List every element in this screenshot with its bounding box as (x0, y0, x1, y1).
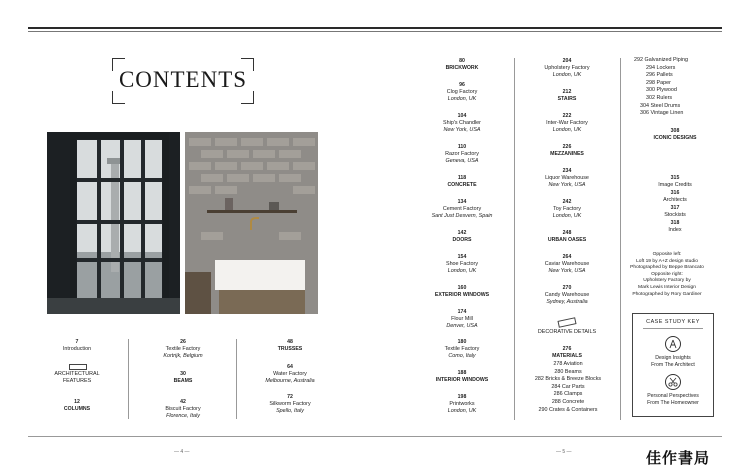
photo-credits: Opposite left: Loft 19 by A+Z design studio Photographed by Beppe Brancato Opposite right: Upholstery Factory by Mark Lewis Interior Design Photographed by Rory Gardiner (630, 252, 704, 297)
toc-entry-interior-windows[interactable]: 188 INTERIOR WINDOWS (435, 370, 489, 383)
toc-entry-introduction[interactable]: 7 Introduction (62, 339, 92, 352)
toc-entry-urban-oases[interactable]: 248 URBAN OASES (547, 230, 587, 243)
toc-entry-caviar-warehouse[interactable]: 264 Caviar Warehouse New York, USA (544, 254, 590, 274)
top-rule-thin (28, 31, 722, 32)
toc-entry-architects[interactable]: 316 Architects (663, 190, 687, 203)
list-item[interactable]: 296 Pallets (646, 72, 673, 79)
toc-entry-exterior-windows[interactable]: 160 EXTERIOR WINDOWS (434, 285, 490, 298)
list-item[interactable]: 294 Lockers (646, 64, 676, 71)
toc-entry-image-credits[interactable]: 315 Image Credits (658, 175, 692, 188)
toc-entry-candy-warehouse[interactable]: 270 Candy Warehouse Sydney, Australia (544, 285, 590, 305)
list-item[interactable]: 292 Galvanized Piping (634, 57, 688, 63)
toc-entry-silkworm-factory[interactable]: 72 Silkworm Factory Spello, Italy (269, 394, 311, 414)
toc-entry-materials[interactable]: 276 MATERIALS (552, 346, 582, 359)
section-decorative-details[interactable]: DECORATIVE DETAILS (537, 329, 597, 335)
scissors-icon (665, 374, 681, 390)
page-title: CONTENTS (118, 67, 248, 92)
column-divider (620, 58, 621, 420)
toc-entry-liquor-warehouse[interactable]: 234 Liquor Warehouse New York, USA (545, 168, 589, 188)
toc-entry-inter-war-factory[interactable]: 222 Inter-War Factory London, UK (546, 113, 588, 133)
ruler-icon (69, 364, 87, 370)
page-number-left: — 4 — (174, 449, 190, 455)
bottom-rule (28, 436, 722, 437)
page-number-right: — 5 — (556, 449, 572, 455)
column-divider (128, 339, 129, 419)
list-item[interactable]: 284 Car Parts (551, 383, 585, 390)
toc-entry-textile-factory-como[interactable]: 180 Textile Factory Como, Italy (444, 339, 480, 359)
list-item[interactable]: 300 Plywood (646, 87, 677, 94)
case-study-key-title: CASE STUDY KEY (646, 319, 700, 325)
photo-industrial-window (47, 132, 180, 314)
list-item[interactable]: 278 Aviation (553, 361, 583, 367)
contents-title-box (112, 58, 254, 104)
top-rule (28, 27, 722, 29)
toc-entry-columns[interactable]: 12 COLUMNS (63, 399, 91, 412)
toc-entry-upholstery-factory[interactable]: 204 Upholstery Factory London, UK (544, 58, 590, 78)
list-item[interactable]: 298 Paper (646, 79, 671, 86)
toc-entry-printworks[interactable]: 198 Printworks London, UK (447, 394, 477, 414)
toc-entry-cement-factory[interactable]: 134 Cement Factory Sant Just Desvern, Spain (431, 199, 493, 219)
key-divider (643, 328, 703, 329)
wrench-icon (557, 317, 576, 328)
column-divider (236, 339, 237, 419)
watermark-logo: 佳作書局 (646, 450, 711, 467)
toc-entry-toy-factory[interactable]: 242 Toy Factory London, UK (552, 199, 582, 219)
list-item[interactable]: 280 Beams (554, 368, 582, 375)
compass-icon (665, 336, 681, 352)
toc-entry-concrete[interactable]: 118 CONCRETE (447, 175, 477, 188)
case-study-key (632, 313, 714, 417)
column-divider (514, 58, 515, 420)
toc-entry-clog-factory[interactable]: 96 Clog Factory London, UK (446, 82, 478, 102)
key-design-insights: Design Insights From The Architect (651, 355, 695, 368)
toc-entry-biscuit-factory[interactable]: 42 Biscuit Factory Florence, Italy (165, 399, 201, 419)
list-item[interactable]: 286 Clamps (553, 391, 583, 398)
toc-entry-stockists[interactable]: 317 Stockists (664, 205, 686, 218)
materials-list-continued (634, 57, 722, 118)
materials-list (524, 361, 612, 414)
section-architectural-features[interactable]: ARCHITECTURAL FEATURES (54, 371, 100, 384)
list-item[interactable]: 288 Concrete (551, 398, 585, 405)
toc-entry-shoe-factory[interactable]: 154 Shoe Factory London, UK (445, 254, 479, 274)
toc-entry-stairs[interactable]: 212 STAIRS (557, 89, 577, 102)
list-item[interactable]: 304 Steel Drums (640, 102, 681, 109)
toc-entry-trusses[interactable]: 48 TRUSSES (277, 339, 303, 352)
toc-entry-brickwork[interactable]: 80 BRICKWORK (445, 58, 479, 71)
toc-entry-water-factory[interactable]: 64 Water Factory Melbourne, Australia (265, 364, 315, 384)
list-item[interactable]: 302 Rulers (646, 94, 673, 101)
toc-entry-flour-mill[interactable]: 174 Flour Mill Denver, USA (446, 309, 478, 329)
toc-entry-textile-factory[interactable]: 26 Textile Factory Kortrijk, Belgium (163, 339, 203, 359)
key-personal-perspectives: Personal Perspectives From The Homeowner (647, 393, 699, 406)
toc-entry-mezzanines[interactable]: 226 MEZZANINES (550, 144, 584, 157)
list-item[interactable]: 306 Vintage Linen (640, 110, 684, 117)
toc-entry-razor-factory[interactable]: 110 Razor Factory Geneva, USA (445, 144, 479, 164)
list-item[interactable]: 282 Bricks & Breeze Blocks (534, 376, 602, 383)
toc-entry-iconic-designs[interactable]: 308 ICONIC DESIGNS (653, 128, 697, 141)
list-item[interactable]: 290 Crates & Containers (538, 406, 598, 413)
photo-brick-sink (185, 132, 318, 314)
toc-entry-doors[interactable]: 142 DOORS (452, 230, 472, 243)
toc-entry-beams[interactable]: 30 BEAMS (173, 371, 193, 384)
toc-entry-index[interactable]: 318 Index (668, 220, 682, 233)
toc-entry-ships-chandler[interactable]: 104 Ship's Chandler New York, USA (443, 113, 481, 133)
